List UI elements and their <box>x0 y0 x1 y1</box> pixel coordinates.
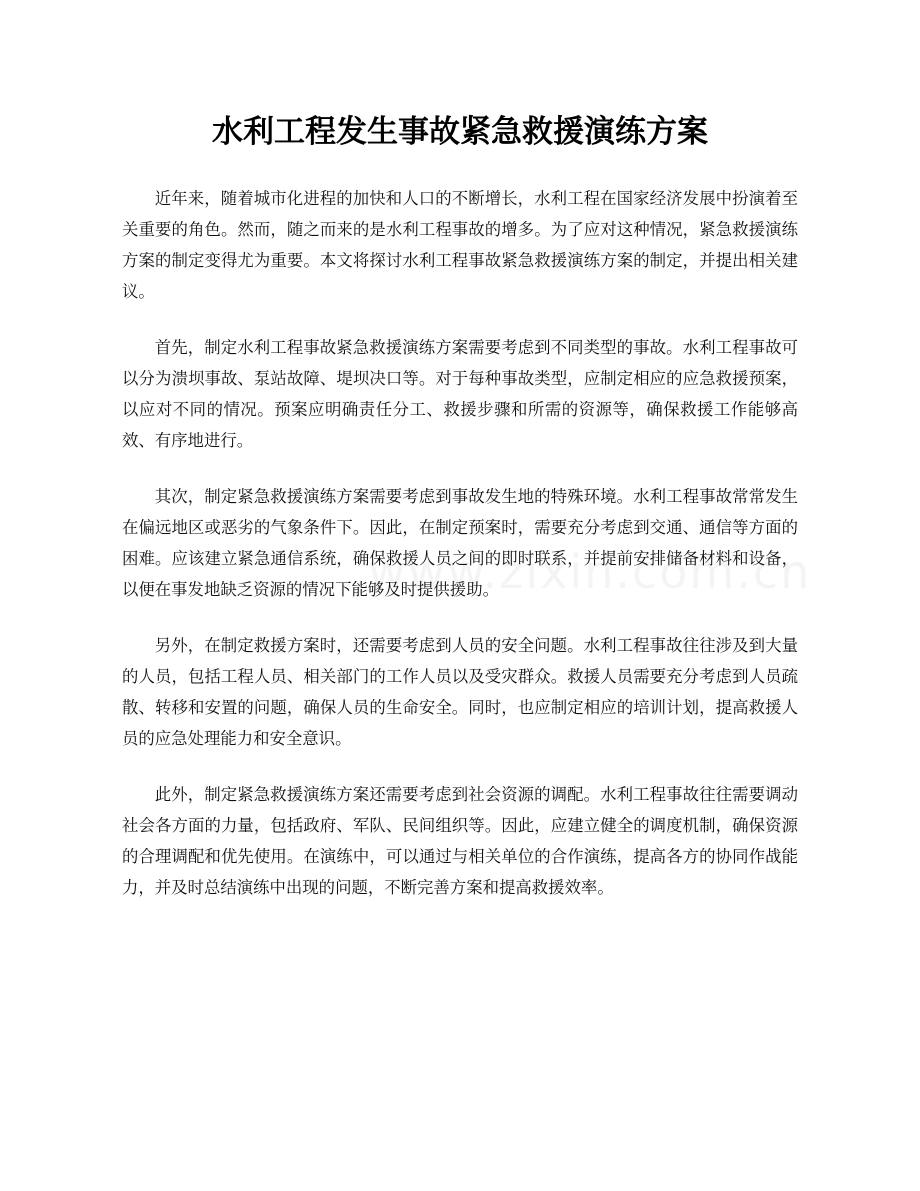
document-body <box>122 183 798 928</box>
paragraph-4: 另外，在制定救援方案时，还需要考虑到人员的安全问题。水利工程事故往往涉及到大量的人员，包括工程人员、相关部门的工作人员以及受灾群众。救援人员需要充分考虑到人员疏散、转移和安置的问题，确保人员的生命安全。同时，也应制定相应的培训计划，提高救援人员的应急处理能力和安全意识。 <box>122 636 798 748</box>
paragraph-2: 首先，制定水利工程事故紧急救援演练方案需要考虑到不同类型的事故。水利工程事故可以分为溃坝事故、泵站故障、堤坝决口等。对于每种事故类型，应制定相应的应急救援预案，以应对不同的情况。预案应明确责任分工、救援步骤和所需的资源等，确保救援工作能够高效、有序地进行。 <box>122 338 798 450</box>
paragraph-3: 其次，制定紧急救援演练方案需要考虑到事故发生地的特殊环境。水利工程事故常常发生在偏远地区或恶劣的气象条件下。因此，在制定预案时，需要充分考虑到交通、通信等方面的困难。应该建立紧急通信系统，确保救援人员之间的即时联系，并提前安排储备材料和设备，以便在事发地缺乏资源的情况下能够及时提供援助。 <box>122 487 798 599</box>
paragraph-5: 此外，制定紧急救援演练方案还需要考虑到社会资源的调配。水利工程事故往往需要调动社会各方面的力量，包括政府、军队、民间组织等。因此，应建立健全的调度机制，确保资源的合理调配和优先使用。在演练中，可以通过与相关单位的合作演练，提高各方的协同作战能力，并及时总结演练中出现的问题，不断完善方案和提高救援效率。 <box>122 785 798 897</box>
document-title: 水利工程发生事故紧急救援演练方案 <box>212 114 708 150</box>
paragraph-1: 近年来，随着城市化进程的加快和人口的不断增长，水利工程在国家经济发展中扮演着至关重要的角色。然而，随之而来的是水利工程事故的增多。为了应对这种情况，紧急救援演练方案的制定变得尤为重要。本文将探讨水利工程事故紧急救援演练方案的制定，并提出相关建议。 <box>122 189 798 301</box>
